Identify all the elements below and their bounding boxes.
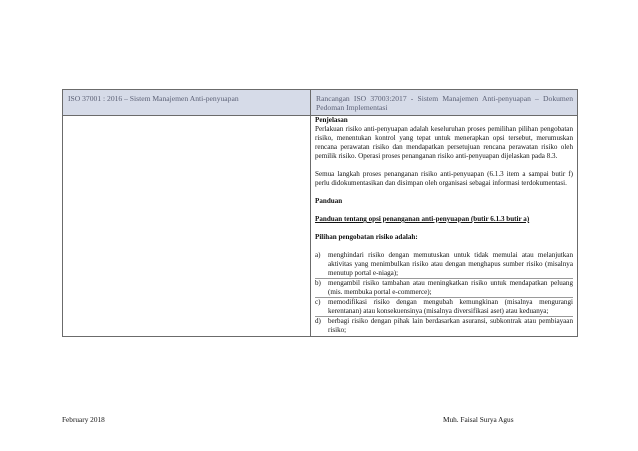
list-marker: d): [315, 317, 321, 325]
table-header-row: [63, 90, 578, 116]
panduan-subheading: Panduan tentang opsi penanganan anti-penyuapan (butir 6.1.3 butir a): [315, 215, 530, 223]
list-marker: b): [315, 279, 321, 287]
list-item-text: berbagi risiko dengan pihak lain berdasarkan asuransi, subkontrak atau pembiayaan risiko;: [328, 317, 573, 334]
header-iso-37003: [311, 90, 578, 116]
panduan-heading: Panduan: [315, 197, 343, 205]
list-item: [315, 317, 573, 335]
list-marker: a): [315, 251, 321, 259]
table-row: [63, 116, 578, 337]
header-iso-37001: [63, 90, 311, 116]
right-cell: [311, 116, 578, 337]
list-item-text: menghindari risiko dengan memutuskan untuk tidak memulai atau melanjutkan aktivitas yang menimbulkan risiko atau dengan menghapus sumber risiko (misalnya menutup portal e-niaga);: [328, 251, 573, 277]
comparison-table: [62, 89, 578, 337]
left-cell: [63, 116, 311, 337]
list-item: [315, 251, 573, 279]
list-item: [315, 298, 573, 317]
header-left-text: ISO 37001 : 2016 – Sistem Manajemen Anti-penyuapan: [68, 94, 239, 103]
pilihan-heading: Pilihan pengobatan risiko adalah:: [315, 233, 418, 241]
penjelasan-paragraph-1: Perlakuan risiko anti-penyuapan adalah keseluruhan proses pemilihan pilihan pengobatan risiko, menentukan kontrol yang tepat untuk menerapkan opsi tersebut, merumuskan rencana perawatan risiko dan mendapatkan persetujuan rencana perawatan risiko oleh pemilik risiko. Operasi proses penanganan risiko anti-penyuapan dijelaskan pada 8.3.: [315, 125, 573, 160]
penjelasan-heading: Penjelasan: [315, 116, 348, 124]
list-item: [315, 279, 573, 298]
treatment-options-list: [315, 251, 573, 335]
list-item-text: mengambil risiko tambahan atau meningkatkan risiko untuk mendapatkan peluang (mis. membuka portal e-commerce);: [328, 279, 573, 296]
penjelasan-paragraph-2: Semua langkah proses penanganan risiko anti-penyuapan (6.1.3 item a sampai butir f) perlu didokumentasikan dan disimpan oleh organisasi sebagai informasi terdokumentasi.: [315, 170, 573, 187]
guidance-content: [311, 116, 577, 336]
footer-date: February 2018: [62, 415, 105, 424]
footer-author: Muh. Faisal Surya Agus: [443, 415, 514, 424]
header-right-text: Rancangan ISO 37003:2017 - Sistem Manajemen Anti-penyuapan – Dokumen Pedoman Implementasi: [316, 94, 573, 112]
list-item-text: memodifikasi risiko dengan mengubah kemungkinan (misalnya mengurangi kerentanan) atau konsekuensinya (misalnya diversifikasi aset) atau keduanya;: [328, 298, 573, 315]
list-marker: c): [315, 298, 321, 306]
